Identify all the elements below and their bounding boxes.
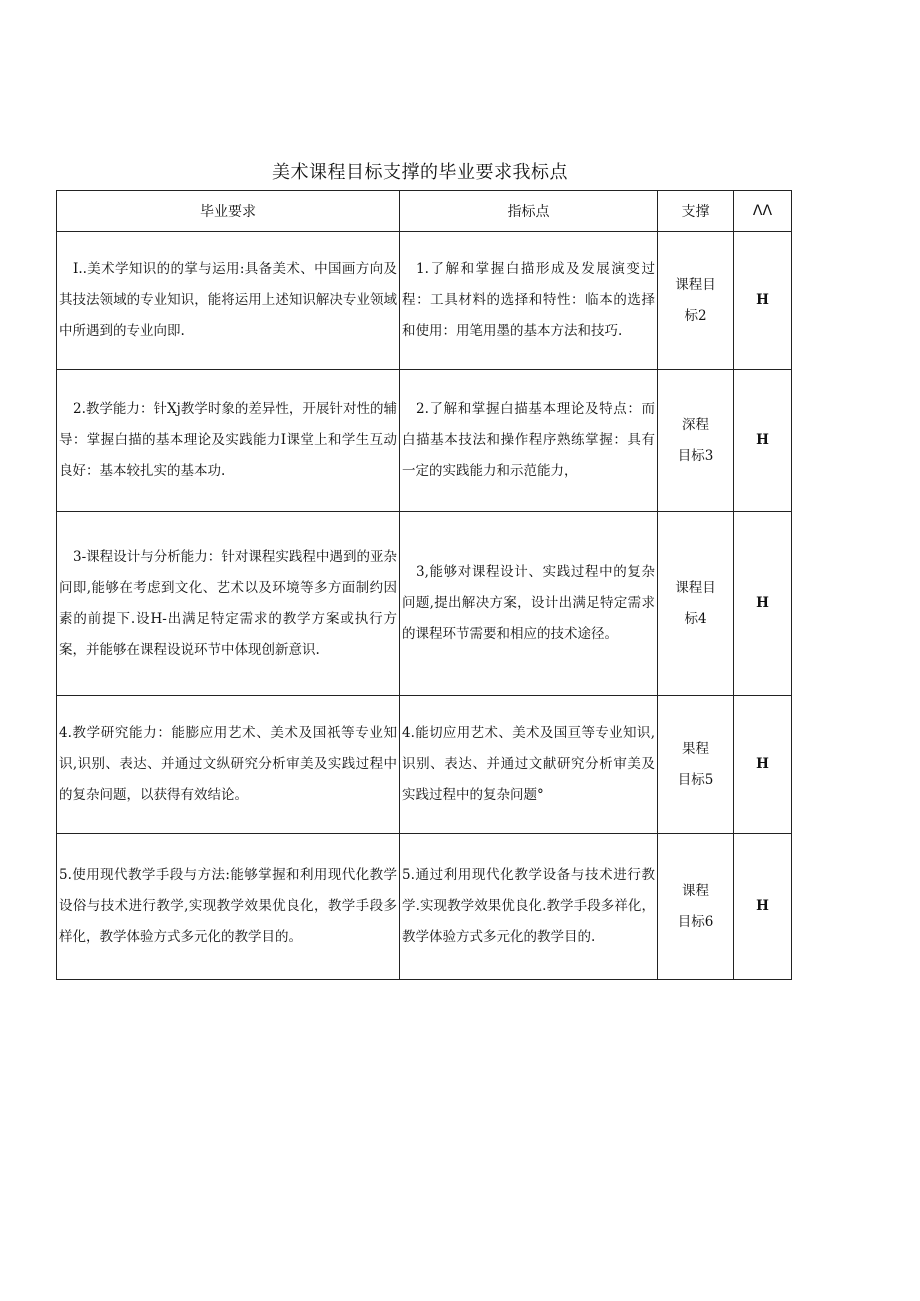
table-row bbox=[57, 512, 792, 696]
table-row bbox=[57, 232, 792, 370]
support-cell bbox=[658, 834, 734, 980]
header-indicator: 指标点 bbox=[400, 191, 658, 232]
header-level: ΛΛ bbox=[734, 191, 792, 232]
requirement-text: 2.教学能力：针Xj教学时象的差异性，开展针对性的辅导：掌握白描的基本理论及实践能力I课堂上和学生互动良好：基本较扎实的基本功. bbox=[59, 401, 397, 479]
requirement-cell bbox=[57, 512, 400, 696]
indicator-text: 3,能够对课程设计、实践过程中的复杂问题,提出解决方案，设计出满足特定需求的课程环节需要和相应的技术途径。 bbox=[402, 564, 655, 642]
header-requirement: 毕业要求 bbox=[57, 191, 400, 232]
requirement-text: I..美术学知识的的掌与运用:具备美术、中国画方向及其技法领域的专业知识，能将运用上述知识解决专业领域中所遇到的专业向即. bbox=[59, 261, 397, 339]
requirements-table bbox=[56, 190, 792, 980]
indicator-cell bbox=[400, 834, 658, 980]
table-row bbox=[57, 834, 792, 980]
level-cell: H bbox=[734, 232, 792, 370]
table-header-row bbox=[57, 191, 792, 232]
indicator-cell bbox=[400, 512, 658, 696]
support-line2: 目标3 bbox=[677, 447, 714, 464]
support-cell bbox=[658, 370, 734, 512]
level-cell: H bbox=[734, 370, 792, 512]
requirement-text: 5.使用现代教学手段与方法:能够掌握和利用现代化教学设俗与技术进行教学,实现教学效果优良化，教学手段多样化，教学体验方式多元化的教学目的。 bbox=[59, 867, 397, 945]
page-title: 美术课程目标支撑的毕业要求我标点 bbox=[272, 162, 568, 183]
indicator-cell bbox=[400, 370, 658, 512]
indicator-cell bbox=[400, 696, 658, 834]
requirement-cell bbox=[57, 696, 400, 834]
support-cell bbox=[658, 232, 734, 370]
requirement-cell bbox=[57, 232, 400, 370]
support-line1: 深程 bbox=[682, 416, 709, 433]
requirement-cell bbox=[57, 834, 400, 980]
indicator-cell bbox=[400, 232, 658, 370]
table-row bbox=[57, 370, 792, 512]
support-line1: 课程目 bbox=[675, 276, 716, 293]
support-line2: 目标5 bbox=[677, 771, 714, 788]
requirement-cell bbox=[57, 370, 400, 512]
support-cell bbox=[658, 696, 734, 834]
requirement-text: 4.教学研究能力：能膨应用艺术、美术及国祇等专业知识,识别、表达、并通过文纵研究分析审美及实践过程中的复杂问题，以获得有效结论。 bbox=[59, 725, 397, 803]
requirement-text: 3-课程设计与分析能力：针对课程实践程中遇到的亚杂问即,能够在考虑到文化、艺术以及环境等多方面制约因素的前提下.设H-出满足特定需求的教学方案或执行方案，并能够在课程设说环节中体现创新意识. bbox=[59, 548, 397, 658]
indicator-text: 2.了解和掌握白描基本理论及特点：而白描基本技法和操作程序熟练掌握：具有一定的实践能力和示范能力， bbox=[402, 401, 655, 479]
support-line2: 标2 bbox=[684, 307, 707, 324]
header-support: 支撑 bbox=[658, 191, 734, 232]
indicator-text: 1.了解和掌握白描形成及发展演变过程：工具材料的选择和特性：临本的选择和使用：用笔用墨的基本方法和技巧. bbox=[402, 261, 655, 339]
support-line1: 课程目 bbox=[675, 579, 716, 596]
support-line1: 课程 bbox=[682, 882, 709, 899]
indicator-text: 4.能切应用艺术、美术及国亘等专业知识,识别、表达、并通过文献研究分析审美及实践过程中的复杂问题° bbox=[402, 725, 655, 803]
level-cell: H bbox=[734, 696, 792, 834]
level-cell: H bbox=[734, 512, 792, 696]
support-line2: 目标6 bbox=[677, 913, 714, 930]
level-cell: H bbox=[734, 834, 792, 980]
indicator-text: 5.通过利用现代化教学设备与技术进行教学.实现教学效果优良化.教学手段多祥化，教学体验方式多元化的教学目的. bbox=[402, 867, 655, 945]
support-line2: 标4 bbox=[684, 610, 707, 627]
table-row bbox=[57, 696, 792, 834]
support-line1: 果程 bbox=[682, 740, 709, 757]
support-cell bbox=[658, 512, 734, 696]
